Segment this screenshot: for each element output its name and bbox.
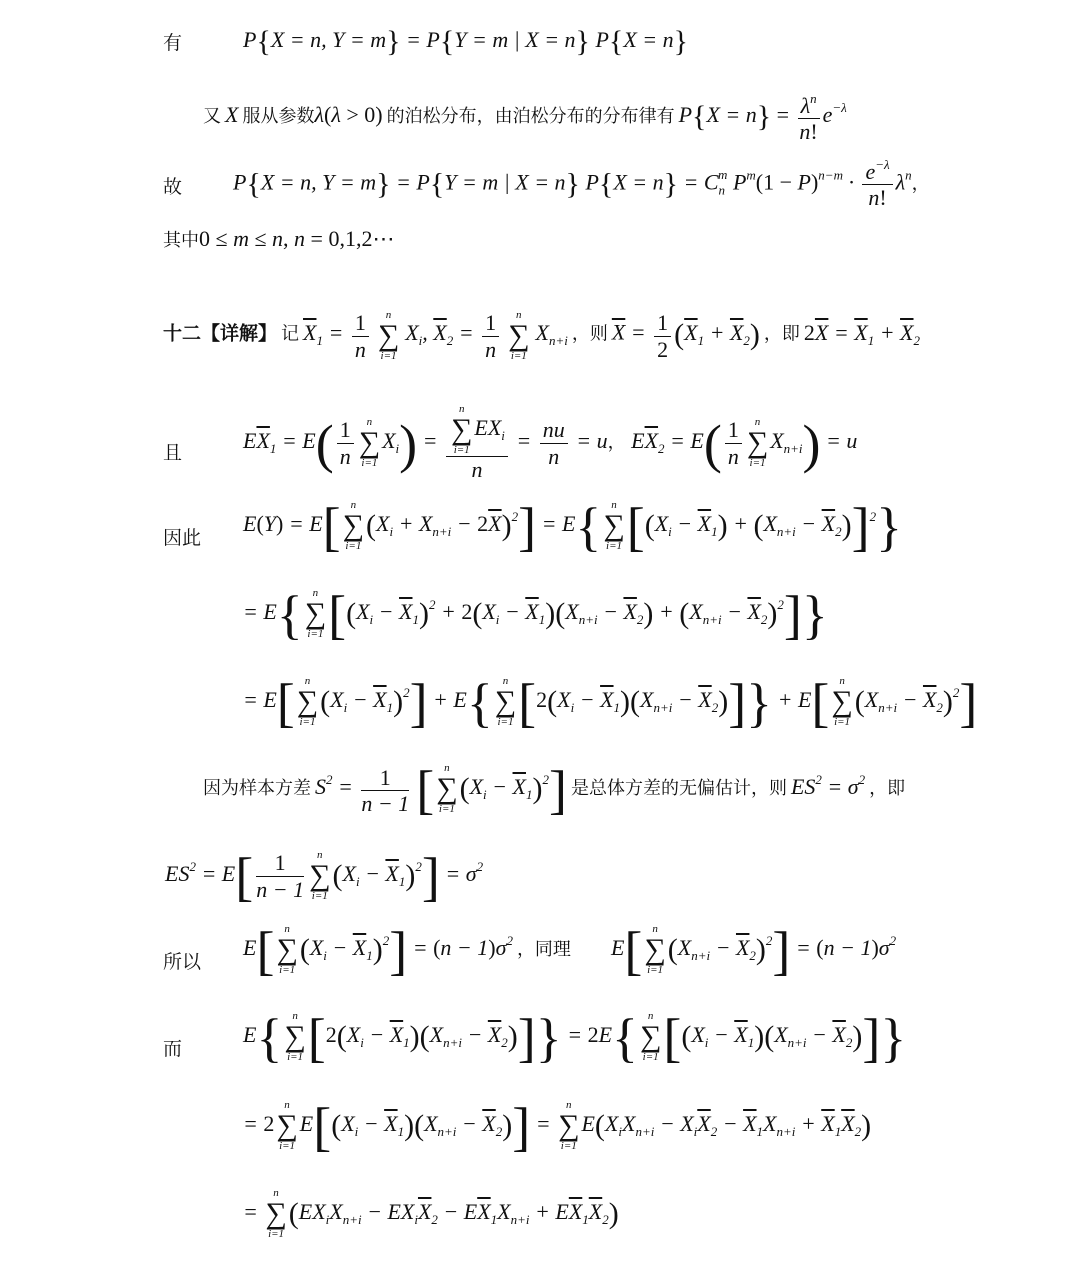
- label-er: 而: [163, 1038, 183, 1060]
- formula-suoyi: E[ n ∑ i=1 $(X_i - \overline{X}_1)^2] = (n - 1)\sigma^2$ ，同理 E[ n ∑ i=1 $(X_{n+i} - \overline{X}_2)^2] = (n - 1)\sigma^2$: [243, 921, 897, 982]
- sample-variance-line: 因为样本方差 $S^2$ = $\frac{1}{n - 1}$ [ n ∑ i=1 $(X_i - \overline{X}_1)^2$] 是总体方差的无偏估计，则 $ES^2 = \sigma^2$ ，即: [203, 760, 906, 821]
- formula-ey-1: E(Y) = E[ n ∑ i=1 $(X_i + X_{n+i} - 2\overline{X})^2] = E${ n ∑ i=1 $[(X_i - \overline{X}_1) + (X_{n+i} - \overline{X}_2)]^2$}: [243, 497, 902, 558]
- formula-es2: $ES^2 = E$[ $\frac{1}{n - 1}$ n ∑ i=1 $(X_i - \overline{X}_1)^2] = \sigma^2$: [165, 847, 484, 908]
- poisson-line: 又 X 服从参数λ(λ > 0) 的泊松分布，由泊松分布的分布律有 P{X = n} = $\frac{\lambda^n}{n!}$ $e^{-\lambda}$: [203, 91, 847, 145]
- label-suoyi: 所以: [163, 951, 202, 973]
- formula-joint-result: P{X = n, Y = m} = P{Y = m | X = n} $P\{X = n\} = C_n^m$ $P^m(1 - P)^{n-m}$ · $\frac{e^{-\lambda}}{n!}$ $\lambda^n$，: [233, 157, 930, 211]
- formula-cross-2: = 2 n ∑ i=1 $E[(X_i - \overline{X}_1)(X_{n+i} - \overline{X}_2)]$ = n ∑ i=1 $E(X_iX_{n+i} - X_i\overline{X}_2 - \overline{X}_1X_{n+i} + \overline{X}_1\overline{X}_2)$: [243, 1097, 872, 1158]
- formula-cross-1: E{ n ∑ i=1 $[2(X_i - \overline{X}_1)(X_{n+i} - \overline{X}_2)]\} = 2E${ n ∑ i=1 $[(X_i - \overline{X}_1)(X_{n+i} - \overline{X}_2)]$}: [243, 1008, 907, 1069]
- label-qie: 且: [163, 442, 183, 464]
- formula-ey-2: = E{ n ∑ i=1 $[(X_i - \overline{X}_1)^2 + 2(X_i - \overline{X}_1)(X_{n+i} - \overline{X}_2) + (X_{n+i} - \overline{X}_2)^2]$}: [243, 585, 828, 646]
- formula-ey-3: = E[ n ∑ i=1 $(X_i - \overline{X}_1)^2] + E${ n ∑ i=1 $[2(X_i - \overline{X}_1)(X_{n+i} - \overline{X}_2)]\} + E$[ n ∑ i=1 $(X_{n+i} - \overline{X}_2)^2$]: [243, 673, 978, 734]
- section-12-line: 十二【详解】 记 $\overline{X}_1$ = $\frac{1}{n}$ n ∑ i=1 $X_i$, $\overline{X}_2$ = $\frac{1}{n}$ n ∑ i=1 $X_{n+i}$ ，则 $\overline{X}$ = $\frac{1}{2}$ $(\overline{X}_1 + \overline{X}_2)$ ，即 $2\overline{X} = \overline{X}_1 + \overline{X}_2$: [163, 309, 920, 362]
- formula-expectation-mean: $E\overline{X}_1 = E$( $\frac{1}{n}$ n ∑ i=1 $X_i$) = n ∑ i=1 $EX_i$ n = $\frac{nu}{n}$ = u， $E\overline{X}_2 = E$( $\frac{1}{n}$ n ∑ i=1 $X_{n+i}) = u$: [243, 403, 858, 482]
- label-you: 有: [163, 32, 183, 54]
- label-yinci: 因此: [163, 527, 202, 549]
- formula-cross-3: = n ∑ i=1 $(EX_iX_{n+i} - EX_i\overline{X}_2 - E\overline{X}_1X_{n+i} + E\overline{X}_1\overline{X}_2)$: [243, 1187, 619, 1240]
- label-gu: 故: [163, 176, 183, 198]
- formula-joint-prob: P{X = n, Y = m} = P{Y = m | X = n} P{X = n}: [243, 25, 689, 58]
- range-line: 其中0 ≤ m ≤ n, n = 0,1,2⋯: [163, 226, 395, 251]
